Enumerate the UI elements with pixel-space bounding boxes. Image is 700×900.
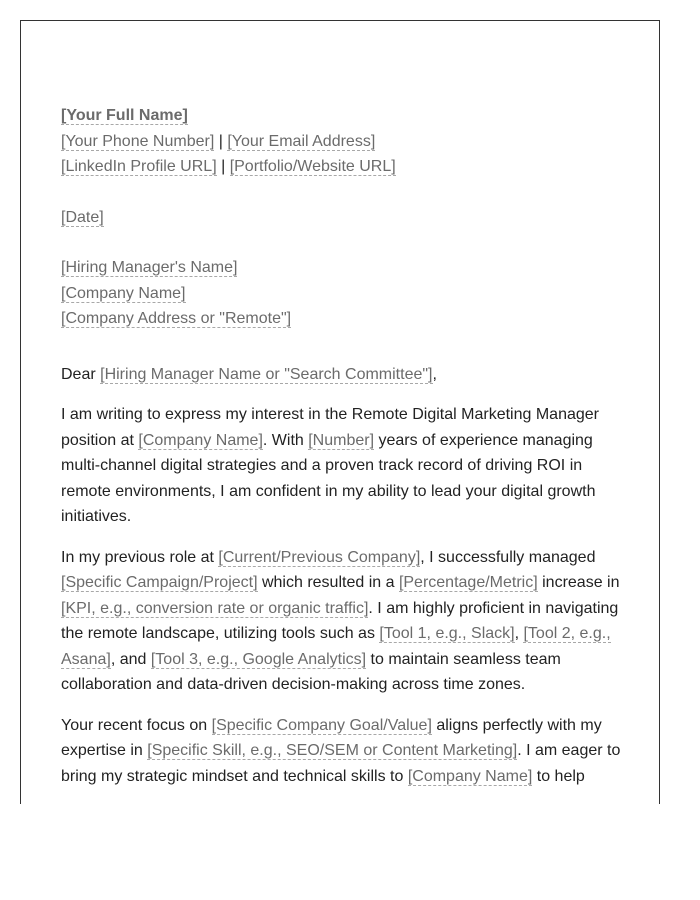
letter-date: [Date]	[61, 208, 104, 226]
para2-text-2: , I successfully managed	[420, 548, 596, 566]
para3-text-3: . I am eager to bring my strategic mindset and technical skills to	[61, 742, 621, 785]
para3-text-4: to help	[532, 767, 585, 785]
contact-separator: |	[214, 132, 228, 150]
sender-block	[61, 103, 629, 180]
salutation-name: [Hiring Manager Name or "Search Committee"]	[100, 365, 433, 383]
sender-email: [Your Email Address]	[227, 132, 376, 150]
paragraph-experience	[61, 545, 629, 698]
recipient-manager-name: [Hiring Manager's Name]	[61, 259, 238, 276]
sender-name-line	[61, 103, 629, 129]
recipient-company-address: [Company Address or "Remote"]	[61, 310, 292, 327]
para1-company-name: [Company Name]	[138, 431, 263, 449]
para3-company-goal: [Specific Company Goal/Value]	[211, 716, 432, 734]
letter-content	[61, 103, 629, 804]
para2-text-3: which resulted in a	[257, 574, 399, 591]
recipient-company-name: [Company Name]	[61, 284, 186, 302]
sender-full-name: [Your Full Name]	[61, 107, 188, 124]
para2-campaign: [Specific Campaign/Project]	[61, 574, 258, 591]
date-line	[61, 205, 629, 231]
recipient-block	[61, 255, 629, 332]
paragraph-alignment	[61, 713, 629, 790]
para3-text-1: Your recent focus on	[61, 716, 212, 734]
para2-text-8: to maintain seamless team collaboration and data-driven decision-making across time zones.	[61, 650, 561, 693]
para1-text-3: years of experience managing multi-channel digital strategies and a proven track record of driving ROI in remote environments, I am confident in my ability to lead your digital growth initiatives.	[61, 431, 596, 525]
para2-tool-3: [Tool 3, e.g., Google Analytics]	[150, 650, 367, 668]
para2-kpi: [KPI, e.g., conversion rate or organic traffic]	[61, 599, 369, 617]
salutation-suffix: ,	[432, 365, 437, 383]
para2-tool-1: [Tool 1, e.g., Slack]	[379, 625, 515, 642]
para2-previous-company: [Current/Previous Company]	[218, 548, 421, 566]
sender-portfolio: [Portfolio/Website URL]	[229, 158, 396, 175]
para2-text-5: . I am highly proficient in navigating the remote landscape, utilizing tools such as	[61, 599, 619, 642]
links-separator: |	[216, 158, 230, 175]
para2-metric: [Percentage/Metric]	[398, 574, 538, 591]
para2-tool-2: [Tool 2, e.g., Asana]	[61, 625, 611, 668]
para2-text-1: In my previous role at	[61, 548, 219, 566]
para2-text-4: increase in	[537, 574, 620, 591]
para3-company-name: [Company Name]	[407, 767, 533, 785]
salutation-prefix: Dear	[61, 365, 101, 383]
salutation	[61, 362, 629, 388]
sender-linkedin: [LinkedIn Profile URL]	[61, 158, 217, 175]
paragraph-intro	[61, 402, 629, 530]
para1-years-number: [Number]	[308, 431, 375, 449]
letter-page	[20, 20, 660, 804]
para3-text-2: aligns perfectly with my expertise in	[61, 716, 602, 759]
para2-text-6: ,	[514, 625, 524, 642]
para1-text-2: . With	[262, 431, 309, 449]
para2-text-7: , and	[110, 650, 151, 668]
para1-text-1: I am writing to express my interest in the Remote Digital Marketing Manager position at	[61, 406, 599, 449]
para3-skill: [Specific Skill, e.g., SEO/SEM or Content Marketing]	[147, 742, 518, 759]
sender-links-line	[61, 154, 629, 180]
sender-contact-line	[61, 129, 629, 155]
sender-phone: [Your Phone Number]	[61, 132, 215, 150]
